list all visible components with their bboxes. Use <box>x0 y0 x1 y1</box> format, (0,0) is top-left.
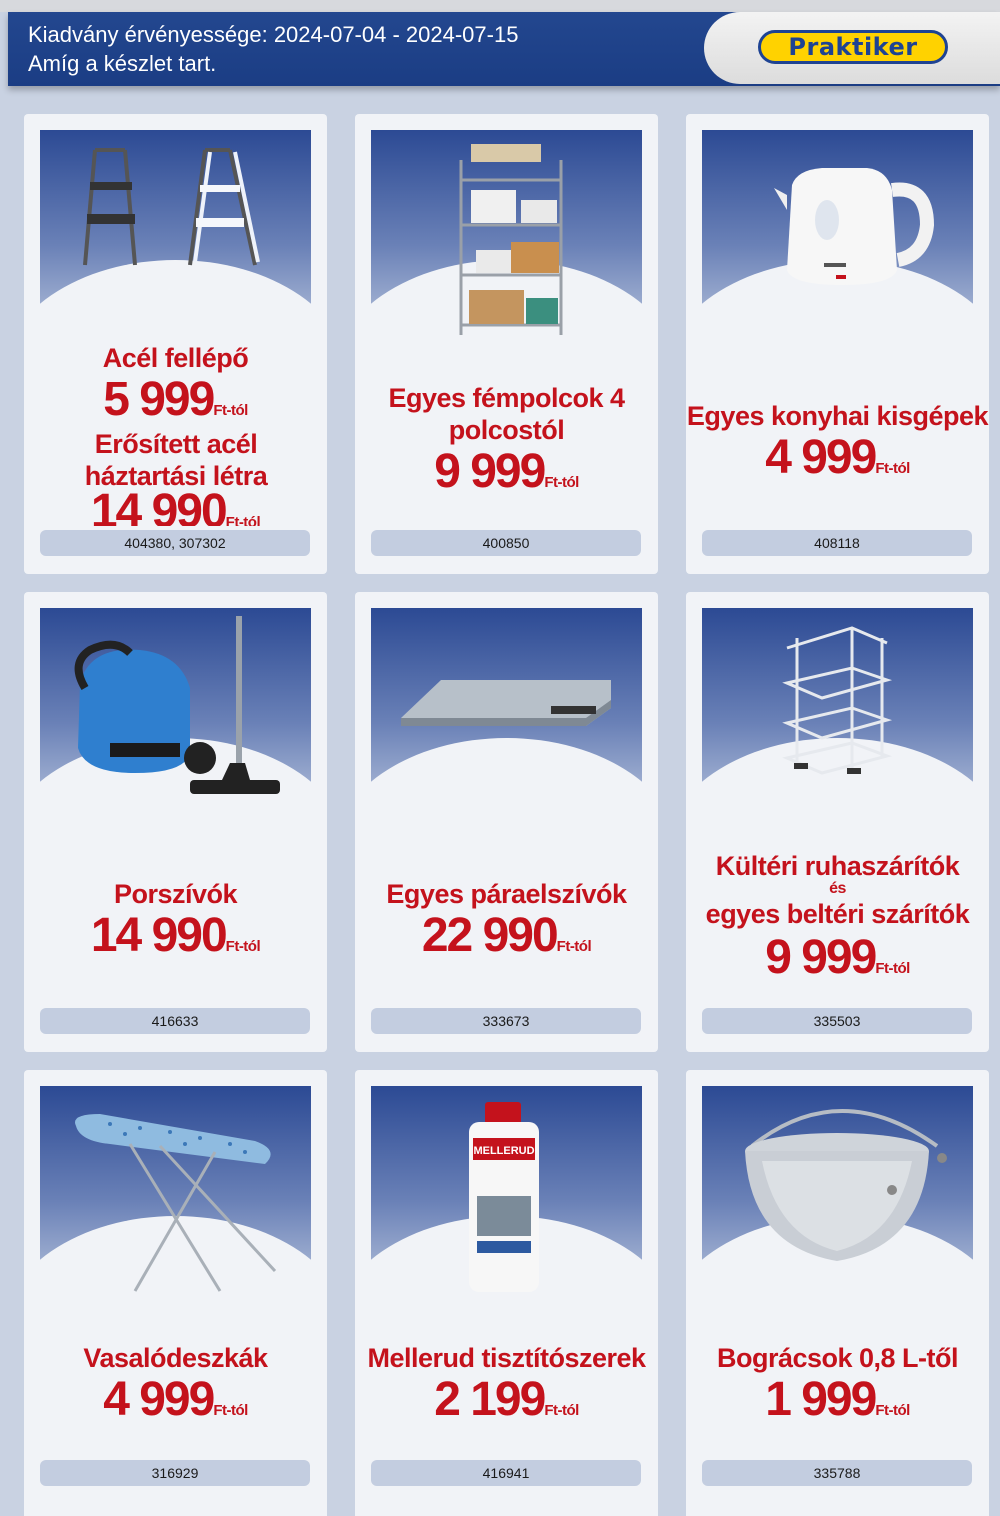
product-image <box>40 130 311 340</box>
product-code: 416941 <box>371 1460 641 1486</box>
product-image <box>371 608 642 818</box>
cauldron-icon <box>702 1086 973 1296</box>
product-name: Egyes páraelszívók <box>386 879 627 909</box>
cleaner-bottle-icon <box>371 1086 642 1296</box>
header-bar <box>8 12 1000 86</box>
clothes-dryer-rack-icon <box>702 608 973 818</box>
ironing-board-icon <box>40 1086 311 1296</box>
product-name: Vasalódeszkák <box>83 1343 268 1373</box>
product-price: 4 999Ft-tól <box>103 1373 248 1426</box>
product-card-metal-shelf[interactable] <box>355 114 658 574</box>
kettle-icon <box>702 130 973 340</box>
product-price: 14 990Ft-tól <box>90 909 261 962</box>
header-text <box>28 20 518 78</box>
product-name-2: Erősített acél háztartási létra <box>84 429 268 491</box>
product-name-2: egyes beltéri szárítók <box>705 899 970 929</box>
product-code: 408118 <box>702 530 972 556</box>
product-connector: és <box>829 880 846 897</box>
product-card-mellerud[interactable] <box>355 1070 658 1516</box>
product-card-clothes-dryer[interactable] <box>686 592 989 1052</box>
product-image <box>40 1086 311 1296</box>
logo-area[interactable] <box>704 12 1000 84</box>
product-code: 333673 <box>371 1008 641 1034</box>
product-image <box>371 130 642 340</box>
product-image <box>702 130 973 340</box>
step-ladder-icon <box>40 130 311 340</box>
product-image <box>371 1086 642 1296</box>
product-price: 9 999Ft-tól <box>765 931 910 984</box>
top-strip <box>0 0 1000 12</box>
product-image <box>702 1086 973 1296</box>
praktiker-logo: Praktiker <box>758 30 948 64</box>
stock-note: Amíg a készlet tart. <box>28 51 217 76</box>
product-card-step-ladder[interactable] <box>24 114 327 574</box>
product-name: Bográcsok 0,8 L-től <box>716 1343 959 1373</box>
product-code: 400850 <box>371 530 641 556</box>
product-code: 335788 <box>702 1460 972 1486</box>
product-card-cauldron[interactable] <box>686 1070 989 1516</box>
product-code: 335503 <box>702 1008 972 1034</box>
validity-text: Kiadvány érvényessége: 2024-07-04 - 2024-07-15 <box>28 22 519 47</box>
product-price: 1 999Ft-tól <box>765 1373 910 1426</box>
metal-shelf-icon <box>371 130 642 340</box>
product-code: 316929 <box>40 1460 310 1486</box>
product-image <box>40 608 311 818</box>
product-name: Acél fellépő <box>102 343 249 373</box>
product-name: Mellerud tisztítószerek <box>367 1343 646 1373</box>
product-name: Egyes konyhai kisgépek <box>686 401 989 431</box>
product-card-range-hood[interactable] <box>355 592 658 1052</box>
product-code: 404380, 307302 <box>40 530 310 556</box>
product-name: Kültéri ruhaszárítók <box>715 851 960 881</box>
product-name: Egyes fémpolcok 4 polcostól <box>388 383 625 445</box>
product-price-2: 14 990Ft-tól <box>90 485 261 526</box>
range-hood-icon <box>371 608 642 818</box>
product-price: 2 199Ft-tól <box>434 1373 579 1426</box>
product-name: Porszívók <box>113 879 238 909</box>
product-price: 4 999Ft-tól <box>765 431 910 484</box>
product-card-kettle[interactable] <box>686 114 989 574</box>
vacuum-cleaner-icon <box>40 608 311 818</box>
product-card-ironing-board[interactable] <box>24 1070 327 1516</box>
svg-text:MELLERUD: MELLERUD <box>473 1145 535 1157</box>
product-price: 22 990Ft-tól <box>421 909 592 962</box>
product-card-vacuum[interactable] <box>24 592 327 1052</box>
product-price: 9 999Ft-tól <box>434 445 579 498</box>
product-code: 416633 <box>40 1008 310 1034</box>
product-price: 5 999Ft-tól <box>103 373 248 426</box>
product-image <box>702 608 973 818</box>
